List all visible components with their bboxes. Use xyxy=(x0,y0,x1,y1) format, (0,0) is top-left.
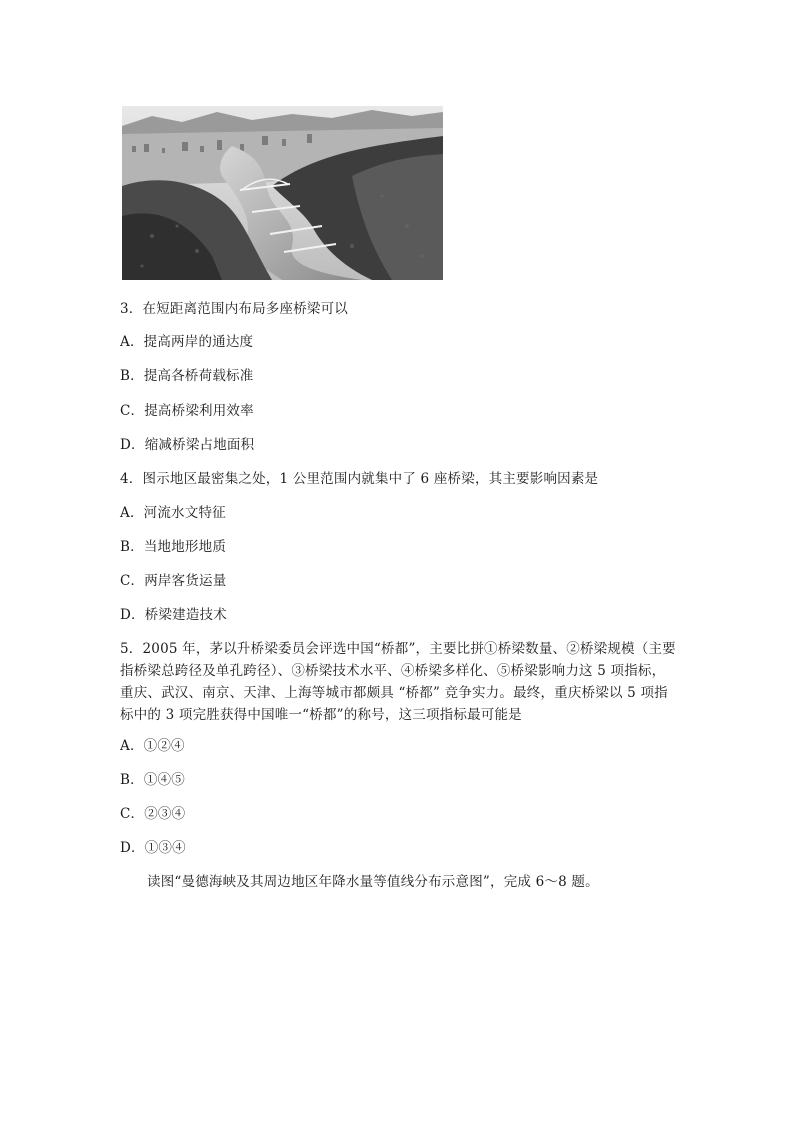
section-intro: 读图“曼德海峡及其周边地区年降水量等值线分布示意图”，完成 6～8 题。 xyxy=(147,874,599,890)
bridges-photo xyxy=(122,106,443,280)
question-4-option-d: D．桥梁建造技术 xyxy=(120,607,227,623)
question-5-option-a: A．①②④ xyxy=(120,738,185,754)
valley-bridges-illustration xyxy=(122,106,443,280)
question-5-option-c: C．②③④ xyxy=(120,806,186,822)
question-3-option-b: B．提高各桥荷载标准 xyxy=(120,368,254,384)
question-3-option-a: A．提高两岸的通达度 xyxy=(120,334,254,350)
question-5-stem xyxy=(120,638,680,726)
question-5-stem-line: 标中的 3 项完胜获得中国唯一“桥都”的称号，这三项指标最可能是 xyxy=(120,707,522,723)
question-4-stem: 4．图示地区最密集之处，1 公里范围内就集中了 6 座桥梁，其主要影响因素是 xyxy=(120,471,599,487)
question-5-stem-line: 指桥梁总跨径及单孔跨径）、③桥梁技术水平、④桥梁多样化、⑤桥梁影响力这 5 项指标， xyxy=(120,663,666,679)
question-5-stem-line: 5．2005 年，茅以升桥梁委员会评选中国“桥都”，主要比拼①桥梁数量、②桥梁规模（主要 xyxy=(120,641,676,657)
question-4-option-a: A．河流水文特征 xyxy=(120,505,226,521)
question-5-option-b: B．①④⑤ xyxy=(120,772,185,788)
question-3-option-c: C．提高桥梁利用效率 xyxy=(120,403,254,419)
question-4-option-c: C．两岸客货运量 xyxy=(120,573,227,589)
question-4-option-b: B．当地地形地质 xyxy=(120,539,227,555)
question-5-option-d: D．①③④ xyxy=(120,840,186,856)
question-5-stem-line: 重庆、武汉、南京、天津、上海等城市都颇具 “桥都” 竞争实力。最终，重庆桥梁以 5 项指 xyxy=(120,685,668,701)
question-3-stem: 3．在短距离范围内布局多座桥梁可以 xyxy=(120,301,348,317)
question-3-option-d: D．缩减桥梁占地面积 xyxy=(120,437,255,453)
